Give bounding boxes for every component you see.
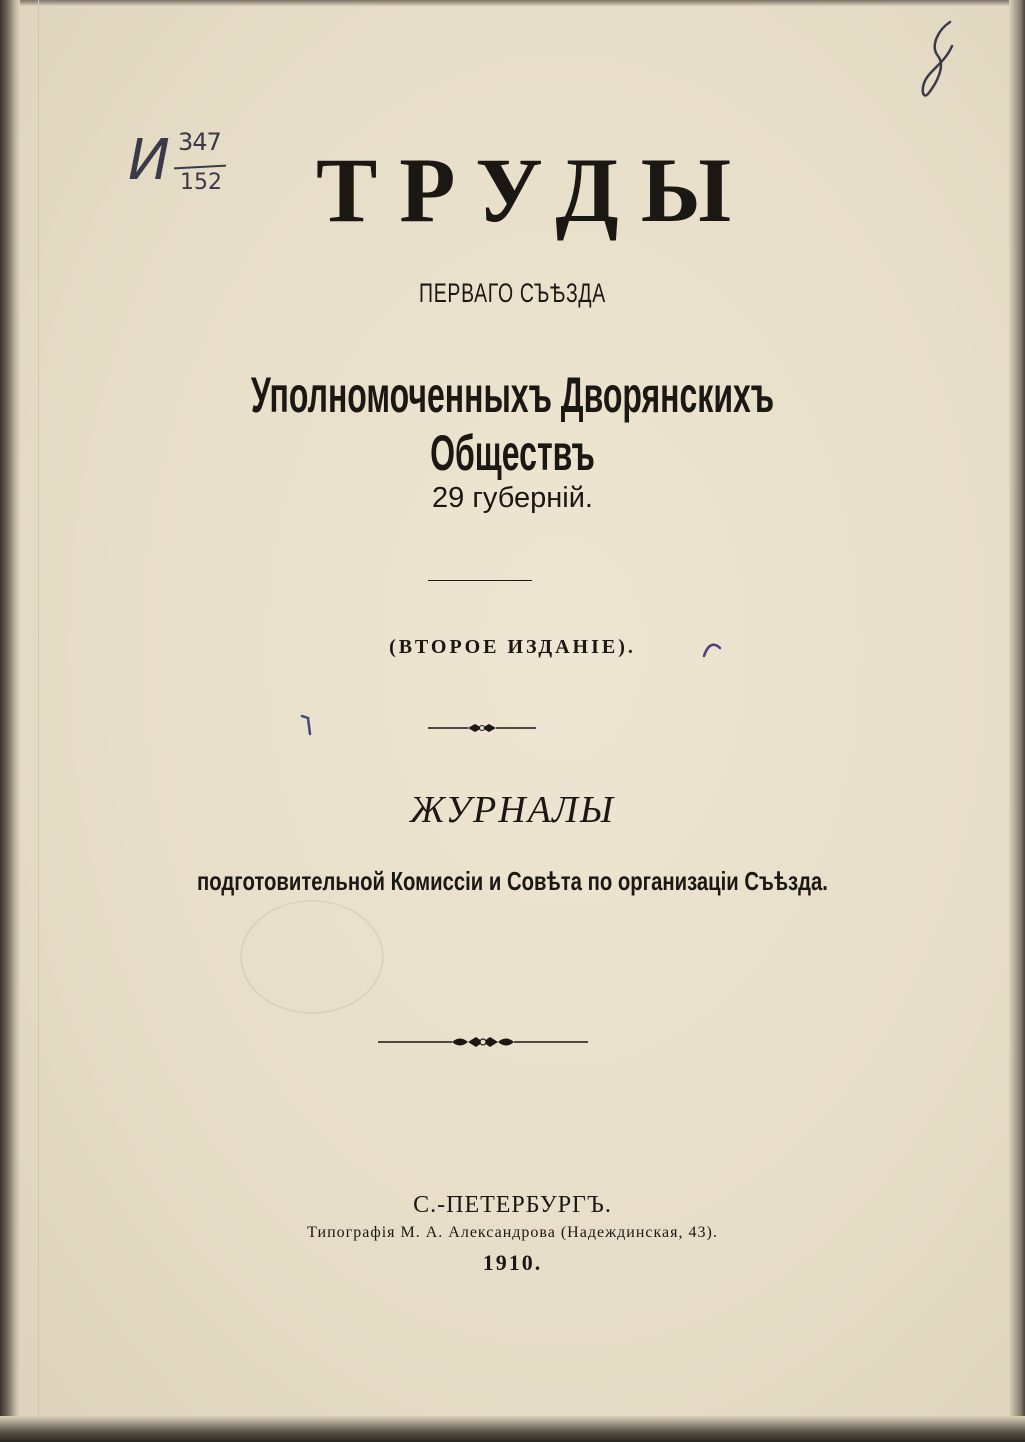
edition-label: (ВТОРОЕ ИЗДАНІЕ). [389, 636, 636, 658]
book-title: ТРУДЫ [315, 139, 754, 241]
divider-rule [428, 580, 532, 581]
imprint-printer: Типографія М. А. Александрова (Надеждинская, 43). [307, 1224, 718, 1241]
page-top-edge [0, 0, 1025, 6]
corner-pencil-mark [910, 16, 970, 106]
section-subtitle: подготовительной Комиссіи и Совѣта по организаціи Съѣзда. [197, 866, 828, 896]
faint-library-stamp [240, 900, 384, 1014]
shelfmark-letter: И [128, 128, 170, 193]
imprint-year: 1910. [482, 1250, 543, 1275]
pencil-tick-mark [700, 640, 724, 660]
small-ornament-divider [428, 718, 536, 738]
shelfmark-bottom-number: 152 [180, 170, 222, 195]
page-bottom-edge [0, 1416, 1025, 1442]
subtitle-nobility-societies: Уполномоченныхъ Дворянскихъ Обществъ [250, 367, 775, 481]
imprint-city: С.-ПЕТЕРБУРГЪ. [413, 1192, 612, 1218]
section-title-journals: ЖУРНАЛЫ [409, 789, 616, 831]
subtitle-governorates: 29 губерній. [432, 482, 593, 514]
pencil-tick-mark [298, 712, 318, 738]
shelfmark-top-number: 347 [178, 128, 221, 156]
large-ornament-divider [378, 1032, 588, 1052]
subtitle-first-congress: ПЕРВАГО СЪѢЗДА [419, 278, 606, 308]
